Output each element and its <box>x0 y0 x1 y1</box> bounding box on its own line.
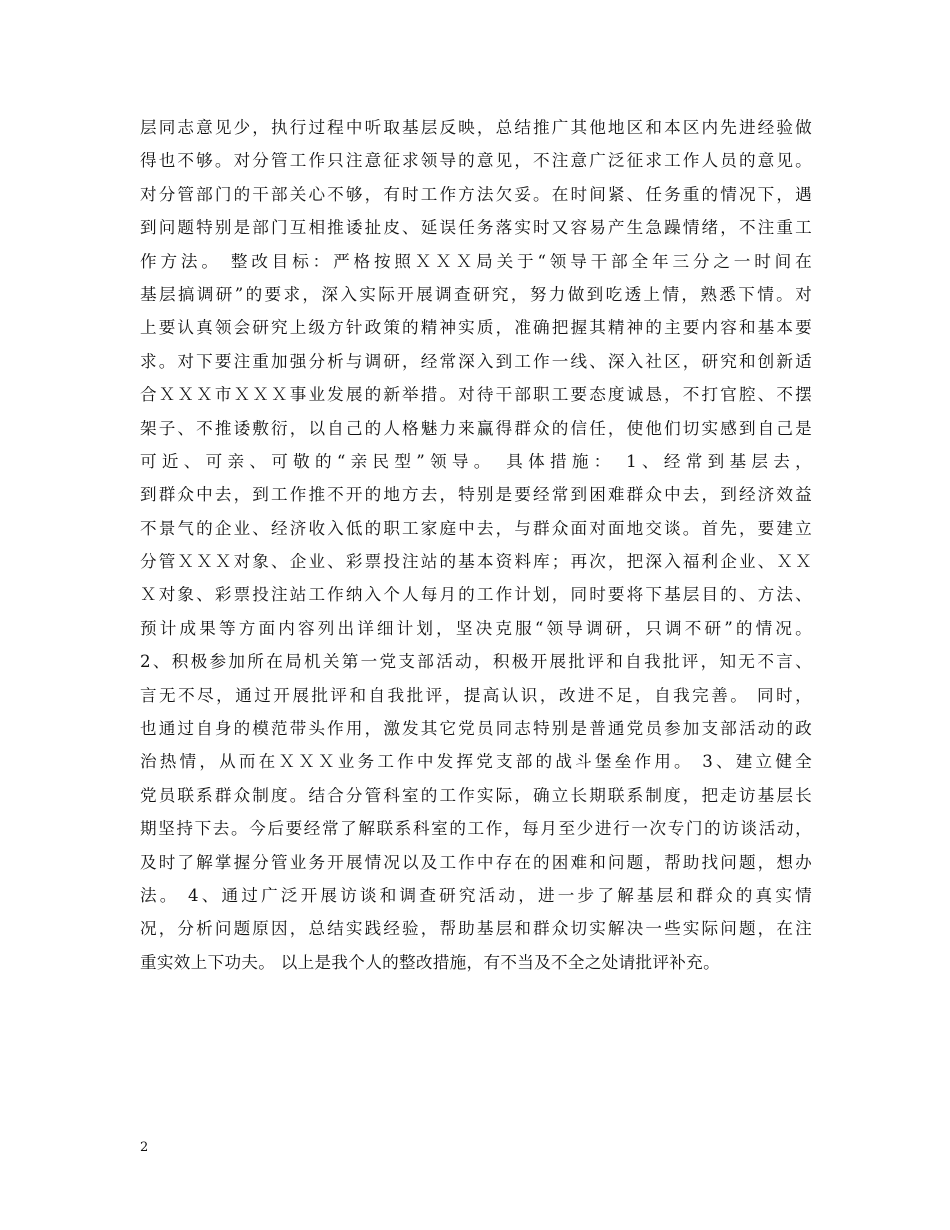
text-line: 架子、不推诿敷衍，以自己的人格魅力来赢得群众的信任，使他们切实感到自己是 <box>140 418 812 438</box>
text-line: 况，分析问题原因，总结实践经验，帮助基层和群众切实解决一些实际问题，在注 <box>140 919 812 939</box>
text-line: 求。对下要注重加强分析与调研，经常深入到工作一线、深入社区，研究和创新适 <box>140 351 812 371</box>
page-number: 2 <box>140 1140 149 1155</box>
text-line: 到群众中去，到工作推不开的地方去，特别是要经常到困难群众中去，到经济效益 <box>140 485 812 505</box>
text-line: 2、积极参加所在局机关第一党支部活动，积极开展批评和自我批评，知无不言、 <box>140 652 812 672</box>
text-line: 期坚持下去。今后要经常了解联系科室的工作，每月至少进行一次专门的访谈活动， <box>140 819 812 839</box>
text-line: 层同志意见少，执行过程中听取基层反映，总结推广其他地区和本区内先进经验做 <box>140 118 812 137</box>
text-line: 分管ＸＸＸ对象、企业、彩票投注站的基本资料库；再次，把深入福利企业、ＸＸ <box>140 552 812 572</box>
text-line: 党员联系群众制度。结合分管科室的工作实际，确立长期联系制度，把走访基层长 <box>140 785 812 805</box>
text-line: 到问题特别是部门互相推诿扯皮、延误任务落实时又容易产生急躁情绪，不注重工 <box>140 218 812 238</box>
text-line: 对分管部门的干部关心不够，有时工作方法欠妥。在时间紧、任务重的情况下，遇 <box>140 184 812 204</box>
text-line: Ｘ对象、彩票投注站工作纳入个人每月的工作计划，同时要将下基层目的、方法、 <box>140 585 812 605</box>
text-line: 上要认真领会研究上级方针政策的精神实质，准确把握其精神的主要内容和基本要 <box>140 318 812 338</box>
text-line: 不景气的企业、经济收入低的职工家庭中去，与群众面对面地交谈。首先，要建立 <box>140 518 812 538</box>
text-line: 法。 4、通过广泛开展访谈和调查研究活动，进一步了解基层和群众的真实情 <box>140 885 812 905</box>
text-line: 治热情，从而在ＸＸＸ业务工作中发挥党支部的战斗堡垒作用。 3、建立健全 <box>140 752 812 772</box>
text-line: 预计成果等方面内容列出详细计划，坚决克服“领导调研，只调不研”的情况。 <box>140 618 812 638</box>
text-line: 可近、可亲、可敬的“亲民型”领导。 具体措施： 1、经常到基层去， <box>140 451 812 471</box>
text-line: 合ＸＸＸ市ＸＸＸ事业发展的新举措。对待干部职工要态度诚恳，不打官腔、不摆 <box>140 385 812 405</box>
text-line: 基层搞调研”的要求，深入实际开展调查研究，努力做到吃透上情，熟悉下情。对 <box>140 284 812 304</box>
text-line: 作方法。 整改目标：严格按照ＸＸＸ局关于“领导干部全年三分之一时间在 <box>140 251 812 271</box>
text-line: 及时了解掌握分管业务开展情况以及工作中存在的困难和问题，帮助找问题，想办 <box>140 852 812 872</box>
body-text <box>140 111 812 979</box>
text-line: 言无不尽，通过开展批评和自我批评，提高认识，改进不足，自我完善。 同时， <box>140 685 812 705</box>
text-line: 得也不够。对分管工作只注意征求领导的意见，不注意广泛征求工作人员的意见。 <box>140 151 812 171</box>
text-line: 重实效上下功夫。 以上是我个人的整改措施，有不当及不全之处请批评补充。 <box>140 952 720 972</box>
text-line: 也通过自身的模范带头作用，激发其它党员同志特别是普通党员参加支部活动的政 <box>140 719 812 739</box>
